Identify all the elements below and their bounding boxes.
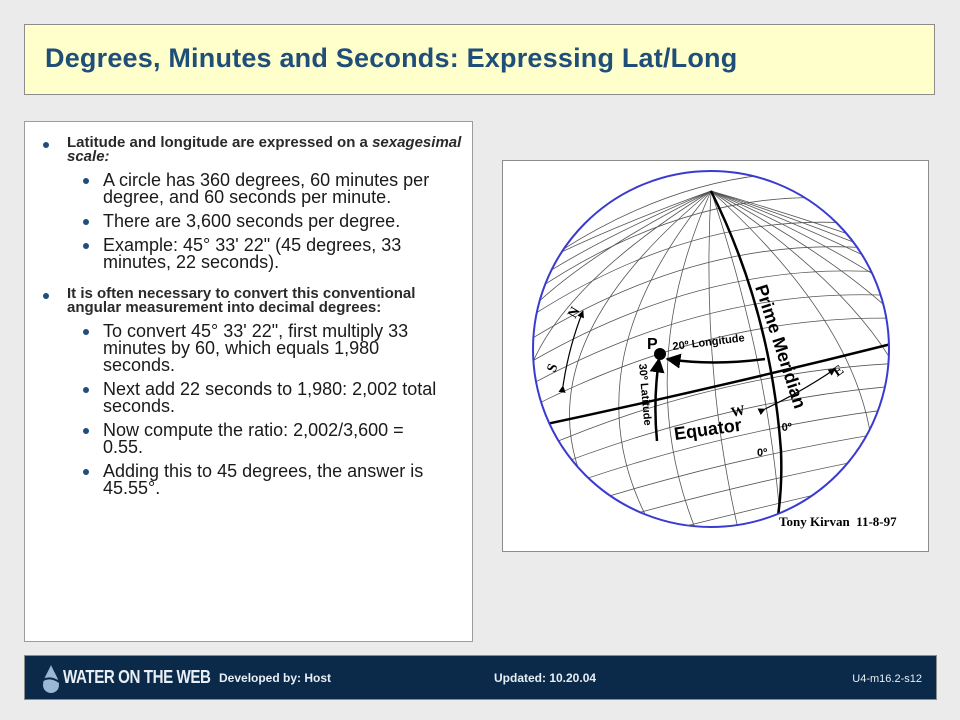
bullet-list (42, 136, 462, 513)
bullet-1-text: Latitude and longitude are expressed on a sexagesimal scale: (67, 134, 462, 165)
slide-title: Degrees, Minutes and Seconds: Expressing Lat/Long (45, 43, 738, 73)
prime-meridian-line (711, 191, 781, 541)
figure-credit: Tony Kirvan 11-8-97 (779, 514, 897, 529)
bullet-dot-icon (43, 293, 49, 299)
sub-bullet-list-2 (67, 323, 462, 497)
logo-text: WATER ON THE WEB (63, 667, 211, 687)
updated-date: Updated: 10.20.04 (494, 671, 597, 685)
bullet-dot-icon (83, 219, 89, 225)
bullet-dot-icon (83, 329, 89, 335)
bullet-dot-icon (43, 142, 49, 148)
bullet-2-text: It is often necessary to convert this conventional angular measurement into decimal degrees: (67, 285, 416, 316)
bullet-dot-icon (83, 178, 89, 184)
parallel-line (533, 197, 889, 292)
sub-bullet-item: To convert 45° 33' 22", first multiply 33 minutes by 60, which equals 1,980 seconds. (42, 323, 437, 374)
sub-bullet-item: There are 3,600 seconds per degree. (42, 213, 437, 230)
footer-bar (24, 655, 937, 700)
bullet-item-2 (42, 287, 462, 497)
west-label: W (729, 403, 747, 421)
north-label: N (565, 304, 584, 321)
globe-diagram (503, 161, 930, 553)
sub-bullet-item: Example: 45° 33' 22" (45 degrees, 33 minutes, 22 seconds). (42, 237, 437, 271)
south-label: S (544, 361, 562, 375)
globe-outline (533, 171, 889, 527)
longitude-label: 20º Longitude (671, 332, 746, 353)
latitude-label: 30º Latitude (636, 363, 654, 427)
bullet-dot-icon (83, 243, 89, 249)
longitude-arrow (667, 359, 765, 363)
developed-by: Developed by: Host (219, 671, 332, 685)
bullet-item-1 (42, 136, 462, 271)
sub-bullet-list-1 (67, 172, 462, 271)
bullet-dot-icon (83, 469, 89, 475)
sub-bullet-item: A circle has 360 degrees, 60 minutes per degree, and 60 seconds per minute. (42, 172, 437, 206)
parallel-line (533, 222, 889, 315)
sub-bullet-item: Next add 22 seconds to 1,980: 2,002 total seconds. (42, 381, 437, 415)
point-p-label: P (647, 336, 658, 353)
prime-meridian-label: Prime Meridian (751, 282, 811, 411)
globe-figure (502, 160, 929, 552)
sub-bullet-item: Adding this to 45 degrees, the answer is 45.55°. (42, 463, 437, 497)
content-panel (24, 121, 473, 642)
slide-id: U4-m16.2-s12 (852, 673, 922, 685)
zero-equator-label: 0º (757, 447, 768, 459)
north-south-arrow (563, 311, 583, 386)
zero-meridian-label: 0º (781, 421, 793, 434)
bullet-dot-icon (83, 387, 89, 393)
equator-label: Equator (672, 414, 743, 444)
parallel-line (533, 247, 889, 338)
title-banner (24, 24, 935, 95)
bullet-dot-icon (83, 428, 89, 434)
sub-bullet-item: Now compute the ratio: 2,002/3,600 = 0.55. (42, 422, 437, 456)
east-label: E (830, 362, 847, 381)
